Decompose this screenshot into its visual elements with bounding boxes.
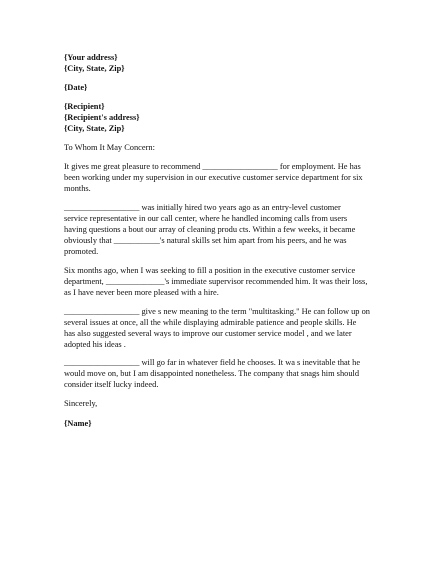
signature-name: {Name}: [64, 419, 92, 428]
paragraph-1-line-3: months.: [64, 184, 91, 193]
paragraph-4-line-1: __________________ give s new meaning to the term "multitasking." He can follow up on: [64, 307, 370, 316]
closing: Sincerely,: [64, 399, 98, 408]
paragraph-2-line-5: promoted.: [64, 247, 99, 256]
salutation: To Whom It May Concern:: [64, 143, 155, 152]
sender-city-state-zip: {City, State, Zip}: [64, 64, 125, 73]
recipient-city-state-zip: {City, State, Zip}: [64, 124, 125, 133]
paragraph-1-line-2: been working under my supervision in our executive customer service department for six: [64, 173, 363, 182]
letter-date: {Date}: [64, 83, 88, 92]
paragraph-5-line-2: would move on, but I am disappointed nonetheless. The company that snags him should: [64, 369, 360, 378]
paragraph-2-line-3: having questions a bout our array of cleaning produ cts. Within a few weeks, it became: [64, 225, 356, 234]
recipient-name: {Recipient}: [64, 102, 105, 111]
paragraph-2-line-4: obviously that ___________'s natural skills set him apart from his peers, and he was: [64, 236, 347, 245]
paragraph-5-line-3: consider itself lucky indeed.: [64, 380, 159, 389]
paragraph-5-line-1: __________________ will go far in whatever field he chooses. It wa s inevitable that he: [64, 358, 361, 367]
paragraph-1-line-1: It gives me great pleasure to recommend __________________ for employment. He has: [64, 162, 361, 171]
paragraph-2-line-1: __________________ was initially hired two years ago as an entry-level customer: [64, 203, 341, 212]
paragraph-4-line-3: has also suggested several ways to improve our customer service model , and we later: [64, 329, 352, 338]
recipient-address: {Recipient's address}: [64, 113, 140, 122]
paragraph-3-line-1: Six months ago, when I was seeking to fill a position in the executive customer service: [64, 266, 356, 275]
paragraph-3-line-2: department, ______________'s immediate supervisor recommended him. It was their loss,: [64, 277, 368, 286]
paragraph-2-line-2: service representative in our call center, where he handled incoming calls from users: [64, 214, 348, 223]
sender-address: {Your address}: [64, 53, 118, 62]
paragraph-3-line-3: as I have never been more pleased with a hire.: [64, 288, 219, 297]
paragraph-4-line-4: adopted his ideas .: [64, 340, 126, 349]
paragraph-4-line-2: several issues at once, all the while displaying admirable patience and people skills. He: [64, 318, 357, 327]
